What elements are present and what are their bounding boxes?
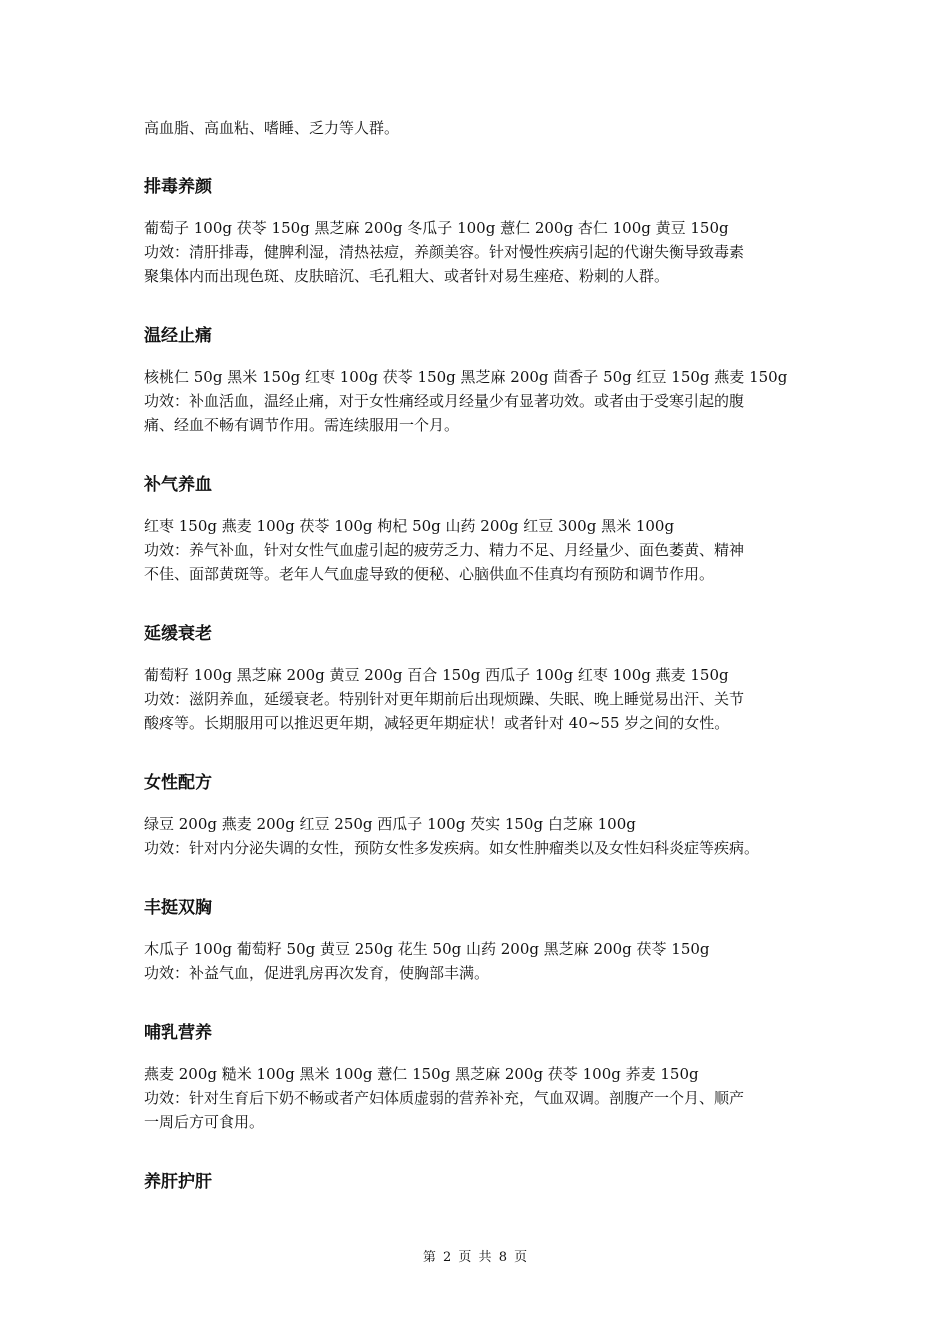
ingredients-line: 核桃仁 50g 黑米 150g 红枣 100g 茯苓 150g 黑芝麻 200g 茴香子 50g 红豆 150g 燕麦 150g [144,368,788,386]
effect-line: 一周后方可食用。 [144,1113,265,1131]
section-title: 哺乳营养 [144,1023,212,1043]
ingredients-line: 红枣 150g 燕麦 100g 茯苓 100g 枸杞 50g 山药 200g 红豆 300g 黑米 100g [144,517,675,535]
section-title: 温经止痛 [144,326,212,346]
ingredients-line: 葡萄籽 100g 黑芝麻 200g 黄豆 200g 百合 150g 西瓜子 100g 红枣 100g 燕麦 150g [144,666,729,684]
effect-line: 功效：补血活血，温经止痛，对于女性痛经或月经量少有显著功效。或者由于受寒引起的腹 [144,392,745,410]
section-title: 补气养血 [144,475,212,495]
effect-line: 功效：针对生育后下奶不畅或者产妇体质虚弱的营养补充，气血双调。剖腹产一个月、顺产 [144,1089,745,1107]
effect-line: 功效：养气补血，针对女性气血虚引起的疲劳乏力、精力不足、月经量少、面色萎黄、精神 [144,541,745,559]
section-title: 排毒养颜 [144,177,212,197]
effect-line: 不佳、面部黄斑等。老年人气血虚导致的便秘、心脑供血不佳真均有预防和调节作用。 [144,565,715,583]
effect-line: 功效：针对内分泌失调的女性，预防女性多发疾病。如女性肿瘤类以及女性妇科炎症等疾病。 [144,839,760,857]
effect-line: 功效：清肝排毒，健脾利湿，清热祛痘，养颜美容。针对慢性疾病引起的代谢失衡导致毒素 [144,243,745,261]
ingredients-line: 绿豆 200g 燕麦 200g 红豆 250g 西瓜子 100g 芡实 150g 白芝麻 100g [144,815,636,833]
page-number-footer: 第 2 页 共 8 页 [422,1250,528,1265]
section-title: 养肝护肝 [144,1172,212,1192]
ingredients-line: 葡萄子 100g 茯苓 150g 黑芝麻 200g 冬瓜子 100g 薏仁 200g 杏仁 100g 黄豆 150g [144,219,729,237]
ingredients-line: 木瓜子 100g 葡萄籽 50g 黄豆 250g 花生 50g 山药 200g 黑芝麻 200g 茯苓 150g [144,940,710,958]
effect-line: 功效：补益气血，促进乳房再次发育，使胸部丰满。 [144,964,490,982]
intro-text: 高血脂、高血粘、嗜睡、乏力等人群。 [144,119,400,137]
section-title: 丰挺双胸 [144,898,212,918]
effect-line: 酸疼等。长期服用可以推迟更年期，减轻更年期症状！或者针对 40~55 岁之间的女性。 [144,714,730,732]
ingredients-line: 燕麦 200g 糙米 100g 黑米 100g 薏仁 150g 黑芝麻 200g 茯苓 100g 荞麦 150g [144,1065,699,1083]
effect-line: 聚集体内而出现色斑、皮肤暗沉、毛孔粗大、或者针对易生痤疮、粉刺的人群。 [144,267,670,285]
section-title: 女性配方 [144,773,212,793]
effect-line: 功效：滋阴养血，延缓衰老。特别针对更年期前后出现烦躁、失眠、晚上睡觉易出汗、关节 [144,690,745,708]
effect-line: 痛、经血不畅有调节作用。需连续服用一个月。 [144,416,460,434]
section-title: 延缓衰老 [144,624,212,644]
